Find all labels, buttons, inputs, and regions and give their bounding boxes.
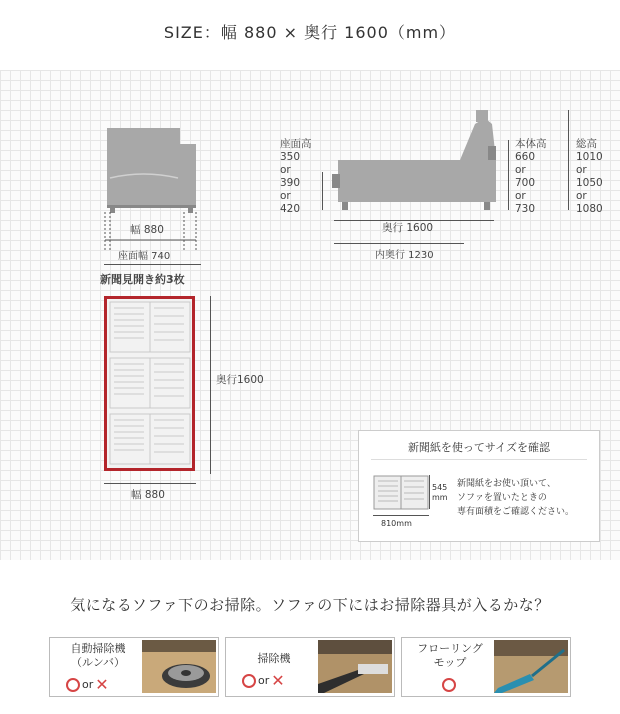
seat-width-line	[104, 264, 201, 265]
card-robot-vacuum	[49, 637, 219, 697]
result-circle	[442, 674, 456, 693]
side-view-sofa-icon	[330, 108, 505, 218]
page-title: SIZE：幅 880 × 奥行 1600（mm）	[163, 23, 457, 42]
circle-icon	[442, 678, 456, 692]
front-width-label: 幅 880	[130, 224, 164, 236]
inner-depth-line	[334, 243, 464, 244]
seat-width-label: 座面幅 740	[118, 251, 171, 262]
card-label: フローリング モップ	[417, 642, 483, 669]
result-circle-or-cross: or ✕	[66, 674, 109, 693]
note-text: 新聞紙をお使い頂いて、 ソファを置いたときの 専有面積をご確認ください。	[457, 479, 575, 517]
note-divider	[371, 459, 587, 460]
robot-vacuum-photo	[142, 640, 216, 693]
card-vacuum	[225, 637, 395, 697]
circle-icon	[66, 678, 80, 692]
cleaning-question: 気になるソファ下のお掃除。ソファの下にはお掃除器具が入るかな？	[70, 596, 550, 614]
card-flooring-mop	[401, 637, 571, 697]
card-label: 掃除機	[257, 652, 291, 665]
note-width-label: 810mm	[381, 519, 412, 528]
cross-icon: ✕	[95, 674, 109, 694]
side-depth-label: 奥行 1600	[382, 222, 434, 234]
body-height-values: 本体高 660 or 700 or 730	[515, 138, 547, 215]
top-depth-label: 奥行1600	[216, 374, 264, 386]
newspaper-note-card	[358, 430, 600, 542]
seat-height-line	[322, 172, 323, 210]
total-height-line	[568, 110, 569, 210]
top-width-line	[104, 483, 196, 484]
total-height-values: 総高 1010 or 1050 or 1080	[576, 138, 603, 215]
inner-depth-label: 内奥行 1230	[375, 250, 434, 261]
top-depth-line	[210, 296, 211, 474]
note-height-label: 545 mm	[432, 483, 448, 502]
side-depth-line	[334, 220, 494, 221]
mop-photo	[494, 640, 568, 693]
top-width-label: 幅 880	[131, 489, 165, 501]
result-circle-or-cross: or ✕	[242, 670, 285, 689]
note-height-line	[429, 475, 430, 509]
body-height-line	[508, 140, 509, 210]
newspaper-icon	[373, 475, 429, 511]
vacuum-photo	[318, 640, 392, 693]
note-width-line	[373, 515, 429, 516]
card-label: 自動掃除機 （ルンバ）	[70, 642, 126, 669]
newspaper-count-label: 新聞見開き約3枚	[100, 273, 185, 286]
cross-icon: ✕	[271, 670, 285, 690]
circle-icon	[242, 674, 256, 688]
seat-height-values: 座面高 350 or 390 or 420	[280, 138, 312, 215]
top-view-newspapers	[104, 296, 198, 474]
note-title: 新聞紙を使ってサイズを確認	[407, 441, 551, 454]
